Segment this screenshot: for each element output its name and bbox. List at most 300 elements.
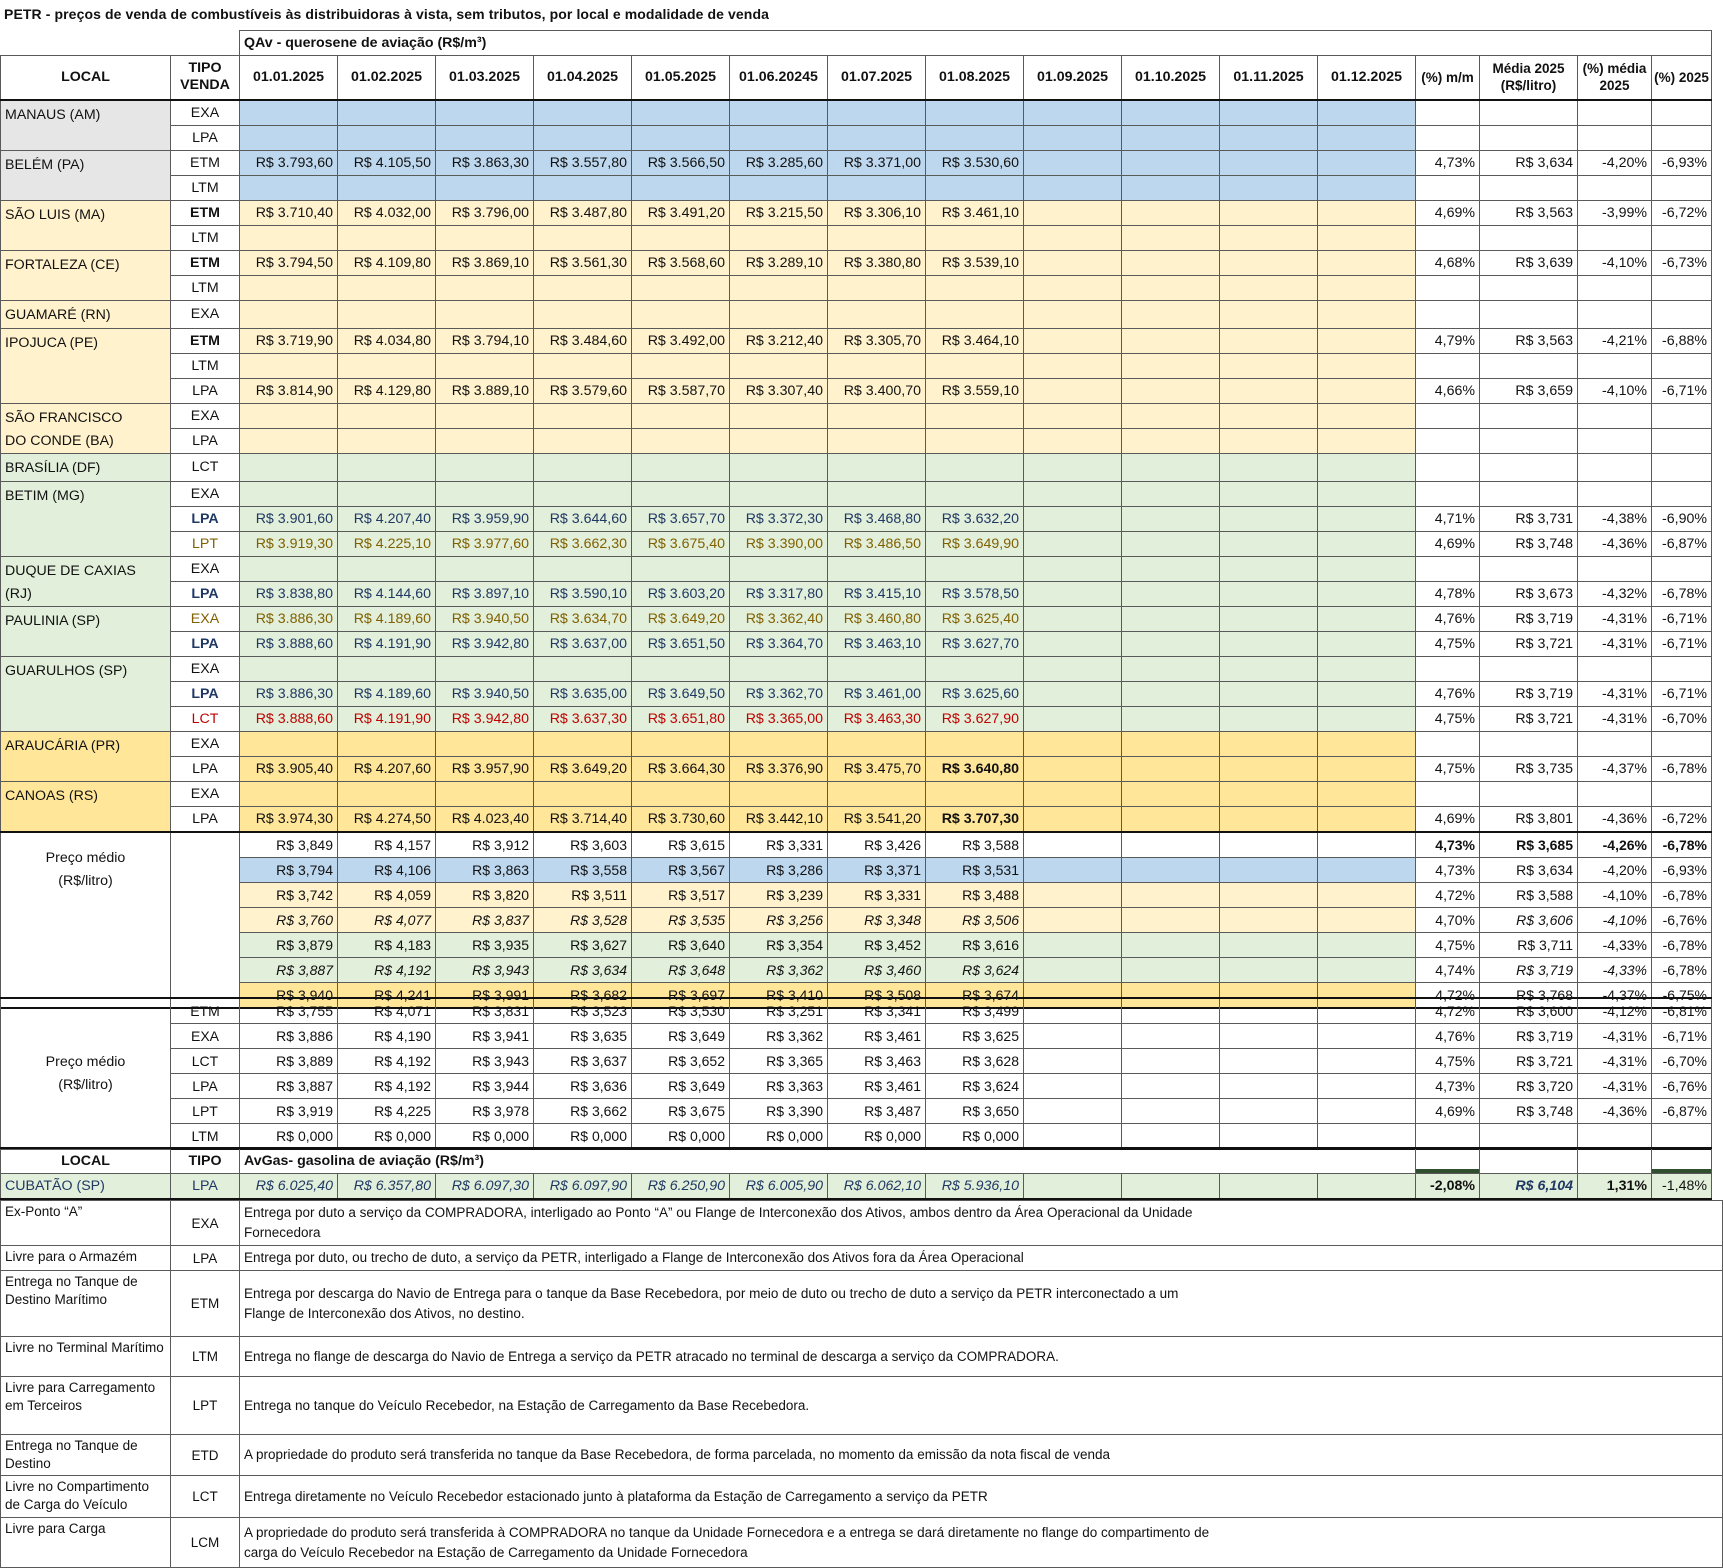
table-row: [1, 353, 1712, 378]
price-cell: [632, 353, 730, 378]
price-cell: [1122, 556, 1220, 581]
avg-price-cell: R$ 3,760: [240, 907, 338, 932]
price-cell: [1318, 403, 1416, 428]
price-cell: [1220, 100, 1318, 126]
legend-label: Entrega no Tanque de Destino: [1, 1435, 171, 1476]
avg-label-line: (R$/litro): [58, 872, 113, 889]
col-header-local: LOCAL: [1, 56, 171, 100]
price-cell: R$ 3.651,50: [632, 631, 730, 656]
avg-stat-cell: 4,72%: [1416, 882, 1480, 907]
modal-avg-cell: R$ 4,071: [338, 998, 436, 1024]
price-cell: [1318, 275, 1416, 300]
modal-avg-cell: R$ 3,675: [632, 1099, 730, 1124]
modal-avg-cell: [1220, 1124, 1318, 1150]
modal-avg-cell: [1318, 1024, 1416, 1049]
modal-avg-cell: [1024, 1124, 1122, 1150]
price-cell: R$ 3.486,50: [828, 531, 926, 556]
avg-price-cell: [1024, 882, 1122, 907]
price-cell: [1220, 731, 1318, 756]
avg-stat-cell: 4,75%: [1416, 932, 1480, 957]
price-cell: [1318, 606, 1416, 631]
price-cell: [1024, 428, 1122, 453]
table-row: [1, 832, 1712, 858]
legend-description: A propriedade do produto será transferida à COMPRADORA no tanque da Unidade Fornecedora e a entrega se dará diretamente no flange do compartimento de carga do Veículo Recebedor na Estação de Carregamento da Unidade Fornecedora: [240, 1518, 1723, 1568]
modal-avg-cell: R$ 3,887: [240, 1074, 338, 1099]
price-cell: R$ 3.415,10: [828, 581, 926, 606]
modal-sale-type: LPT: [171, 1099, 240, 1124]
price-cell: [828, 731, 926, 756]
avg-2025-cell: R$ 3,673: [1480, 581, 1578, 606]
price-cell: [1024, 631, 1122, 656]
price-cell: [926, 300, 1024, 328]
price-cell: [1220, 200, 1318, 225]
modal-avg-cell: [1318, 1074, 1416, 1099]
modal-avg-cell: R$ 3,944: [436, 1074, 534, 1099]
table-row: [1, 1377, 1723, 1435]
price-cell: R$ 3.365,00: [730, 706, 828, 731]
modal-stat-cell: -4,31%: [1578, 1024, 1652, 1049]
price-cell: R$ 3.942,80: [436, 706, 534, 731]
avg-stat-cell: R$ 3,606: [1480, 907, 1578, 932]
price-cell: [926, 428, 1024, 453]
price-cell: [1318, 656, 1416, 681]
avg-stat-cell: -6,75%: [1652, 982, 1712, 1008]
price-cell: [1318, 250, 1416, 275]
price-cell: R$ 3.664,30: [632, 756, 730, 781]
avg-price-cell: R$ 4,183: [338, 932, 436, 957]
modal-avg-cell: R$ 3,251: [730, 998, 828, 1024]
price-cell: [240, 481, 338, 506]
avg-price-cell: [1220, 882, 1318, 907]
sale-type: EXA: [171, 781, 240, 806]
avgas-location: CUBATÃO (SP): [1, 1174, 171, 1200]
pct-avg-cell: -4,31%: [1578, 606, 1652, 631]
price-cell: [1024, 506, 1122, 531]
avg-price-cell: R$ 3,426: [828, 832, 926, 858]
legend-label: Livre para Carregamento em Terceiros: [1, 1377, 171, 1435]
price-cell: [1318, 806, 1416, 832]
modal-avg-cell: R$ 3,628: [926, 1049, 1024, 1074]
modal-avg-cell: R$ 3,461: [828, 1074, 926, 1099]
location-name-line: SÃO FRANCISCO: [5, 409, 123, 426]
price-cell: [1318, 200, 1416, 225]
legend-label: Livre no Terminal Marítimo: [1, 1337, 171, 1377]
modal-avg-cell: R$ 3,943: [436, 1049, 534, 1074]
modal-avg-cell: [1024, 998, 1122, 1024]
price-cell: [1220, 681, 1318, 706]
avg-price-cell: [1220, 857, 1318, 882]
price-cell: [1024, 781, 1122, 806]
avgas-price-cell: R$ 6.250,90: [632, 1174, 730, 1200]
avg-price-cell: R$ 3,354: [730, 932, 828, 957]
price-cell: [436, 428, 534, 453]
price-cell: [240, 781, 338, 806]
avg-2025-cell: R$ 3,801: [1480, 806, 1578, 832]
price-cell: R$ 4.191,90: [338, 706, 436, 731]
price-cell: [632, 403, 730, 428]
modal-average-table: [0, 997, 1712, 1150]
pct-mm-cell: [1416, 125, 1480, 150]
price-cell: [1220, 631, 1318, 656]
table-row: [1, 706, 1712, 731]
avg-2025-cell: R$ 3,735: [1480, 756, 1578, 781]
price-cell: [828, 403, 926, 428]
avg-price-cell: R$ 3,511: [534, 882, 632, 907]
modal-avg-cell: R$ 3,755: [240, 998, 338, 1024]
price-cell: R$ 3.649,90: [926, 531, 1024, 556]
price-cell: [534, 556, 632, 581]
avg-2025-cell: [1480, 275, 1578, 300]
price-cell: R$ 3.492,00: [632, 328, 730, 353]
price-cell: [240, 300, 338, 328]
price-cell: [534, 275, 632, 300]
price-cell: [240, 353, 338, 378]
table-row: [1, 1024, 1712, 1049]
avg-price-cell: R$ 3,488: [926, 882, 1024, 907]
price-cell: R$ 3.901,60: [240, 506, 338, 531]
price-cell: [338, 453, 436, 481]
col-header-month: 01.04.2025: [534, 56, 632, 100]
price-cell: [534, 481, 632, 506]
pct-mm-cell: [1416, 225, 1480, 250]
avg-price-cell: R$ 3,603: [534, 832, 632, 858]
price-cell: [1024, 225, 1122, 250]
avg-stat-cell: -6,93%: [1652, 857, 1712, 882]
avgas-stat-cell: -1,48%: [1652, 1174, 1712, 1200]
avg-2025-cell: R$ 3,748: [1480, 531, 1578, 556]
modal-stat-cell: R$ 3,720: [1480, 1074, 1578, 1099]
avgas-header-stat: [1416, 1148, 1480, 1174]
price-cell: [632, 175, 730, 200]
price-cell: R$ 3.285,60: [730, 150, 828, 175]
pct-mm-cell: [1416, 403, 1480, 428]
price-cell: R$ 3.707,30: [926, 806, 1024, 832]
price-cell: [1318, 300, 1416, 328]
table-row: [1, 932, 1712, 957]
modal-avg-cell: [1318, 998, 1416, 1024]
sale-type: LTM: [171, 353, 240, 378]
sale-type: ETM: [171, 328, 240, 353]
avg-price-cell: R$ 3,742: [240, 882, 338, 907]
pct-mm-cell: [1416, 175, 1480, 200]
sale-type: ETM: [171, 200, 240, 225]
price-cell: R$ 3.541,20: [828, 806, 926, 832]
pct-2025-cell: -6,71%: [1652, 681, 1712, 706]
table-row: [1, 882, 1712, 907]
price-cell: [730, 100, 828, 126]
price-cell: [730, 353, 828, 378]
avg-stat-cell: -4,10%: [1578, 882, 1652, 907]
price-cell: R$ 3.793,60: [240, 150, 338, 175]
price-cell: [1122, 453, 1220, 481]
pct-2025-cell: -6,71%: [1652, 606, 1712, 631]
price-cell: [1024, 250, 1122, 275]
price-cell: [1024, 756, 1122, 781]
price-cell: [1220, 556, 1318, 581]
price-cell: R$ 3.463,30: [828, 706, 926, 731]
avg-stat-cell: 4,73%: [1416, 857, 1480, 882]
location-name: BRASÍLIA (DF): [1, 453, 171, 481]
table-row: [1, 200, 1712, 225]
price-cell: [1318, 506, 1416, 531]
col-header-month: 01.08.2025: [926, 56, 1024, 100]
modal-sale-type: ETM: [171, 998, 240, 1024]
avg-2025-cell: [1480, 353, 1578, 378]
price-cell: [436, 403, 534, 428]
price-cell: R$ 4.023,40: [436, 806, 534, 832]
price-cell: R$ 3.305,70: [828, 328, 926, 353]
price-cell: R$ 3.362,70: [730, 681, 828, 706]
price-cell: R$ 3.796,00: [436, 200, 534, 225]
table-row: [1, 328, 1712, 353]
modal-avg-cell: [1122, 1099, 1220, 1124]
avgas-product-header: AvGas- gasolina de aviação (R$/m³): [240, 1148, 1416, 1174]
price-cell: [632, 781, 730, 806]
avg-price-cell: R$ 3,697: [632, 982, 730, 1008]
price-cell: [240, 125, 338, 150]
pct-avg-cell: [1578, 125, 1652, 150]
avg-price-cell: R$ 3,991: [436, 982, 534, 1008]
legend-description: A propriedade do produto será transferida no tanque da Base Recebedora, de forma parcelada, no momento da emissão da nota fiscal de venda: [240, 1435, 1723, 1476]
col-header-month: 01.01.2025: [240, 56, 338, 100]
avg-2025-cell: R$ 3,721: [1480, 631, 1578, 656]
pct-mm-cell: [1416, 556, 1480, 581]
modal-sale-type: LCT: [171, 1049, 240, 1074]
price-cell: R$ 3.627,70: [926, 631, 1024, 656]
price-cell: [926, 100, 1024, 126]
modal-stat-cell: -6,76%: [1652, 1074, 1712, 1099]
pct-mm-cell: 4,66%: [1416, 378, 1480, 403]
avg-2025-cell: [1480, 656, 1578, 681]
price-cell: [1220, 453, 1318, 481]
price-cell: [534, 453, 632, 481]
price-cell: R$ 3.484,60: [534, 328, 632, 353]
price-cell: [1122, 275, 1220, 300]
price-cell: [534, 656, 632, 681]
avg-2025-cell: R$ 3,563: [1480, 328, 1578, 353]
location-name: BETIM (MG): [1, 481, 171, 556]
avgas-stat-cell: 1,31%: [1578, 1174, 1652, 1200]
col-header-month: 01.03.2025: [436, 56, 534, 100]
price-cell: R$ 3.376,90: [730, 756, 828, 781]
avg-price-cell: [1318, 957, 1416, 982]
price-cell: [1122, 506, 1220, 531]
price-cell: [1024, 806, 1122, 832]
avg-2025-cell: R$ 3,634: [1480, 150, 1578, 175]
legend-code: LPA: [171, 1246, 240, 1271]
avg-price-cell: R$ 3,887: [240, 957, 338, 982]
legend-label: Livre no Compartimento de Carga do Veículo: [1, 1476, 171, 1518]
pct-mm-cell: [1416, 300, 1480, 328]
avg-price-cell: R$ 3,506: [926, 907, 1024, 932]
price-cell: [828, 556, 926, 581]
avg-price-cell: R$ 3,286: [730, 857, 828, 882]
pct-mm-cell: 4,75%: [1416, 631, 1480, 656]
price-cell: [730, 403, 828, 428]
price-cell: [240, 100, 338, 126]
pct-2025-cell: -6,72%: [1652, 200, 1712, 225]
price-cell: R$ 3.461,10: [926, 200, 1024, 225]
legend-code: EXA: [171, 1201, 240, 1246]
table-row: [1, 631, 1712, 656]
price-cell: [1024, 681, 1122, 706]
price-cell: R$ 4.274,50: [338, 806, 436, 832]
avg-price-cell: R$ 4,059: [338, 882, 436, 907]
price-cell: R$ 3.487,80: [534, 200, 632, 225]
modal-avg-cell: R$ 0,000: [534, 1124, 632, 1150]
price-cell: [1122, 328, 1220, 353]
price-cell: [1122, 606, 1220, 631]
modal-avg-cell: R$ 3,831: [436, 998, 534, 1024]
price-cell: [1122, 531, 1220, 556]
avg-2025-cell: [1480, 428, 1578, 453]
price-cell: [534, 300, 632, 328]
modal-avg-cell: R$ 3,461: [828, 1024, 926, 1049]
avg-price-cell: R$ 3,410: [730, 982, 828, 1008]
avgas-price-cell: R$ 6.062,10: [828, 1174, 926, 1200]
avg-price-cell: R$ 4,241: [338, 982, 436, 1008]
sale-type: EXA: [171, 481, 240, 506]
pct-2025-cell: -6,73%: [1652, 250, 1712, 275]
price-cell: [632, 481, 730, 506]
price-cell: [1122, 175, 1220, 200]
price-cell: [1122, 250, 1220, 275]
avg-price-cell: R$ 3,634: [534, 957, 632, 982]
price-cell: [1024, 581, 1122, 606]
table-row: [1, 1435, 1723, 1476]
col-header-month: 01.11.2025: [1220, 56, 1318, 100]
avgas-price-cell: R$ 6.097,90: [534, 1174, 632, 1200]
modal-avg-label-line: (R$/litro): [58, 1076, 113, 1093]
pct-2025-cell: -6,87%: [1652, 531, 1712, 556]
avgas-header-stat: [1578, 1148, 1652, 1174]
price-cell: [534, 125, 632, 150]
avgas-stat-cell: -2,08%: [1416, 1174, 1480, 1200]
price-cell: [1220, 428, 1318, 453]
price-cell: [1122, 781, 1220, 806]
modal-avg-cell: R$ 3,652: [632, 1049, 730, 1074]
avg-stat-cell: -4,37%: [1578, 982, 1652, 1008]
pct-mm-cell: 4,69%: [1416, 200, 1480, 225]
location-name: FORTALEZA (CE): [1, 250, 171, 300]
table-row: [1, 957, 1712, 982]
price-cell: [730, 453, 828, 481]
col-header-month: 01.05.2025: [632, 56, 730, 100]
price-cell: R$ 3.649,20: [632, 606, 730, 631]
avg-price-cell: [1122, 932, 1220, 957]
pct-avg-cell: -4,36%: [1578, 531, 1652, 556]
location-name: PAULINIA (SP): [1, 606, 171, 656]
modal-avg-cell: R$ 3,636: [534, 1074, 632, 1099]
avg-price-cell: R$ 3,879: [240, 932, 338, 957]
modal-avg-cell: [1220, 1049, 1318, 1074]
pct-2025-cell: -6,88%: [1652, 328, 1712, 353]
price-cell: [1122, 200, 1220, 225]
price-cell: R$ 3.940,50: [436, 681, 534, 706]
modal-avg-cell: R$ 3,625: [926, 1024, 1024, 1049]
avg-price-cell: R$ 3,615: [632, 832, 730, 858]
header-marker-bar: [1416, 1169, 1479, 1173]
pct-2025-cell: [1652, 403, 1712, 428]
price-cell: [240, 428, 338, 453]
avg-2025-cell: R$ 3,639: [1480, 250, 1578, 275]
price-cell: R$ 3.371,00: [828, 150, 926, 175]
price-cell: [1220, 606, 1318, 631]
avg-2025-cell: [1480, 481, 1578, 506]
price-cell: [436, 453, 534, 481]
avg-price-cell: R$ 3,362: [730, 957, 828, 982]
price-cell: [338, 275, 436, 300]
pct-2025-cell: [1652, 300, 1712, 328]
table-row: [1, 1476, 1723, 1518]
avg-2025-cell: [1480, 175, 1578, 200]
price-cell: [338, 403, 436, 428]
product-header: QAv - querosene de aviação (R$/m³): [240, 31, 1712, 56]
price-cell: R$ 3.306,10: [828, 200, 926, 225]
avg-2025-cell: [1480, 453, 1578, 481]
modal-stat-cell: -4,36%: [1578, 1099, 1652, 1124]
price-cell: [1122, 403, 1220, 428]
avgas-col-tipo: TIPO: [171, 1148, 240, 1174]
location-name: ARAUCÁRIA (PR): [1, 731, 171, 781]
table-row: [1, 1337, 1723, 1377]
avg-price-cell: R$ 3,531: [926, 857, 1024, 882]
price-cell: R$ 3.730,60: [632, 806, 730, 832]
pct-avg-cell: -4,31%: [1578, 631, 1652, 656]
price-cell: [730, 125, 828, 150]
avg-stat-cell: 4,74%: [1416, 957, 1480, 982]
table-row: [1, 731, 1712, 756]
table-row: [1, 250, 1712, 275]
price-cell: [1220, 378, 1318, 403]
avg-stat-cell: R$ 3,711: [1480, 932, 1578, 957]
price-cell: [1122, 300, 1220, 328]
pct-2025-cell: [1652, 100, 1712, 126]
modal-avg-cell: R$ 3,662: [534, 1099, 632, 1124]
price-cell: [1024, 275, 1122, 300]
avg-stat-cell: R$ 3,588: [1480, 882, 1578, 907]
pct-mm-cell: [1416, 731, 1480, 756]
price-cell: [1024, 656, 1122, 681]
avg-price-cell: R$ 3,588: [926, 832, 1024, 858]
price-cell: [1122, 225, 1220, 250]
location-name: GUAMARÉ (RN): [1, 300, 171, 328]
pct-mm-cell: 4,69%: [1416, 806, 1480, 832]
price-cell: [240, 403, 338, 428]
avg-2025-cell: R$ 3,719: [1480, 681, 1578, 706]
price-cell: [1220, 756, 1318, 781]
modal-stat-cell: R$ 3,721: [1480, 1049, 1578, 1074]
price-cell: [1122, 731, 1220, 756]
location-name: GUARULHOS (SP): [1, 656, 171, 731]
price-cell: [1318, 125, 1416, 150]
price-cell: [1024, 453, 1122, 481]
price-cell: [1024, 531, 1122, 556]
pct-2025-cell: -6,70%: [1652, 706, 1712, 731]
price-cell: [1318, 481, 1416, 506]
price-cell: R$ 4.034,80: [338, 328, 436, 353]
price-cell: R$ 3.390,00: [730, 531, 828, 556]
pct-avg-cell: [1578, 656, 1652, 681]
pct-avg-cell: [1578, 403, 1652, 428]
price-cell: [1220, 250, 1318, 275]
price-cell: R$ 3.888,60: [240, 631, 338, 656]
table-row: [1, 1148, 1712, 1174]
avg-price-cell: R$ 3,348: [828, 907, 926, 932]
price-cell: [1024, 481, 1122, 506]
price-cell: [338, 175, 436, 200]
sale-type: EXA: [171, 556, 240, 581]
